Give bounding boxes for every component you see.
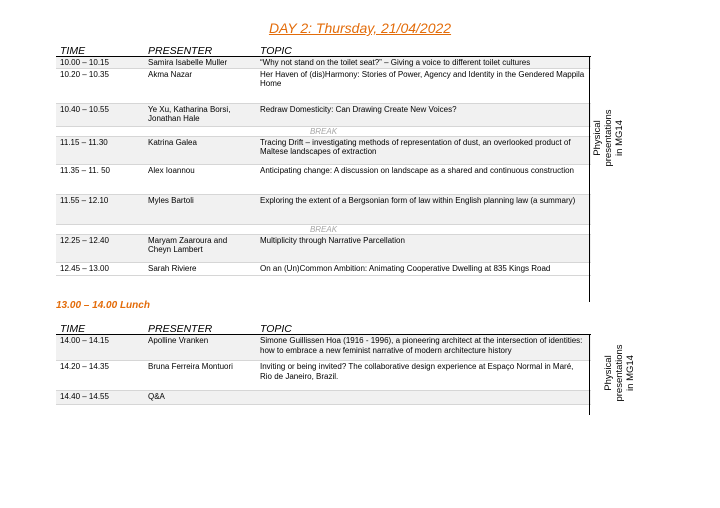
session-time: 12.45 – 13.00 <box>56 262 144 275</box>
morning-schedule-table <box>56 44 591 276</box>
table-row <box>56 361 591 391</box>
table-header-row <box>56 322 591 335</box>
header-time: TIME <box>56 44 144 57</box>
table-row <box>56 234 591 262</box>
session-presenter: Q&A <box>144 391 256 405</box>
table-row <box>56 57 591 69</box>
session-topic: Tracing Drift – investigating methods of representation of dust, an overlooked product of Maltese landscapes of extraction <box>256 136 591 164</box>
day-title: DAY 2: Thursday, 21/04/2022 <box>268 20 452 36</box>
table-row <box>56 194 591 224</box>
annotation-bracket-line <box>589 56 590 302</box>
session-time: 14.00 – 14.15 <box>56 335 144 361</box>
session-time: 11.55 – 12.10 <box>56 194 144 224</box>
session-presenter: Bruna Ferreira Montuori <box>144 361 256 391</box>
break-row <box>56 126 591 136</box>
afternoon-schedule-table <box>56 322 591 405</box>
session-topic <box>256 391 591 405</box>
break-row <box>56 224 591 234</box>
session-presenter: Katrina Galea <box>144 136 256 164</box>
header-topic: TOPIC <box>256 322 591 335</box>
table-row <box>56 164 591 194</box>
header-topic: TOPIC <box>256 44 591 57</box>
session-topic: Exploring the extent of a Bergsonian form of law within English planning law (a summary) <box>256 194 591 224</box>
session-topic: Her Haven of (dis)Harmony: Stories of Power, Agency and Identity in the Gendered Mappila Home <box>256 68 591 103</box>
session-time: 14.20 – 14.35 <box>56 361 144 391</box>
table-row <box>56 391 591 405</box>
session-time: 11.35 – 11. 50 <box>56 164 144 194</box>
session-topic: Multiplicity through Narrative Parcellation <box>256 234 591 262</box>
lunch-heading: 13.00 – 14.00 Lunch <box>56 300 150 311</box>
table-row <box>56 68 591 103</box>
table-row <box>56 136 591 164</box>
session-topic: Simone Guillissen Hoa (1916 - 1996), a pioneering architect at the intersection of identities: how to embrace a new feminist narrative of modern architecture history <box>256 335 591 361</box>
session-topic: Anticipating change: A discussion on landscape as a shared and continuous construction <box>256 164 591 194</box>
session-time: 10.00 – 10.15 <box>56 57 144 69</box>
session-time: 12.25 – 12.40 <box>56 234 144 262</box>
session-presenter: Ye Xu, Katharina Borsi, Jonathan Hale <box>144 103 256 126</box>
session-time: 10.40 – 10.55 <box>56 103 144 126</box>
table-header-row <box>56 44 591 57</box>
session-presenter: Samira Isabelle Muller <box>144 57 256 69</box>
session-topic: On an (Un)Common Ambition: Animating Cooperative Dwelling at 835 Kings Road <box>256 262 591 275</box>
table-row <box>56 103 591 126</box>
header-presenter: PRESENTER <box>144 44 256 57</box>
side-note-physical-presentations: Physical presentations in MG14 <box>592 109 625 167</box>
table-row <box>56 335 591 361</box>
side-note-physical-presentations: Physical presentations in MG14 <box>603 344 636 402</box>
break-label: BREAK <box>56 126 591 136</box>
header-time: TIME <box>56 322 144 335</box>
session-presenter: Maryam Zaaroura and Cheyn Lambert <box>144 234 256 262</box>
session-time: 14.40 – 14.55 <box>56 391 144 405</box>
session-topic: Inviting or being invited? The collaborative design experience at Espaço Normal in Maré, Rio de Janeiro, Brazil. <box>256 361 591 391</box>
break-label: BREAK <box>56 224 591 234</box>
session-presenter: Akma Nazar <box>144 68 256 103</box>
session-time: 11.15 – 11.30 <box>56 136 144 164</box>
annotation-bracket-line <box>589 335 590 415</box>
session-topic: Redraw Domesticity: Can Drawing Create New Voices? <box>256 103 591 126</box>
session-presenter: Alex Ioannou <box>144 164 256 194</box>
table-row <box>56 262 591 275</box>
session-presenter: Sarah Riviere <box>144 262 256 275</box>
session-presenter: Apolline Vranken <box>144 335 256 361</box>
session-presenter: Myles Bartoli <box>144 194 256 224</box>
header-presenter: PRESENTER <box>144 322 256 335</box>
session-topic: “Why not stand on the toilet seat?” – Giving a voice to different toilet cultures <box>256 57 591 69</box>
session-time: 10.20 – 10.35 <box>56 68 144 103</box>
